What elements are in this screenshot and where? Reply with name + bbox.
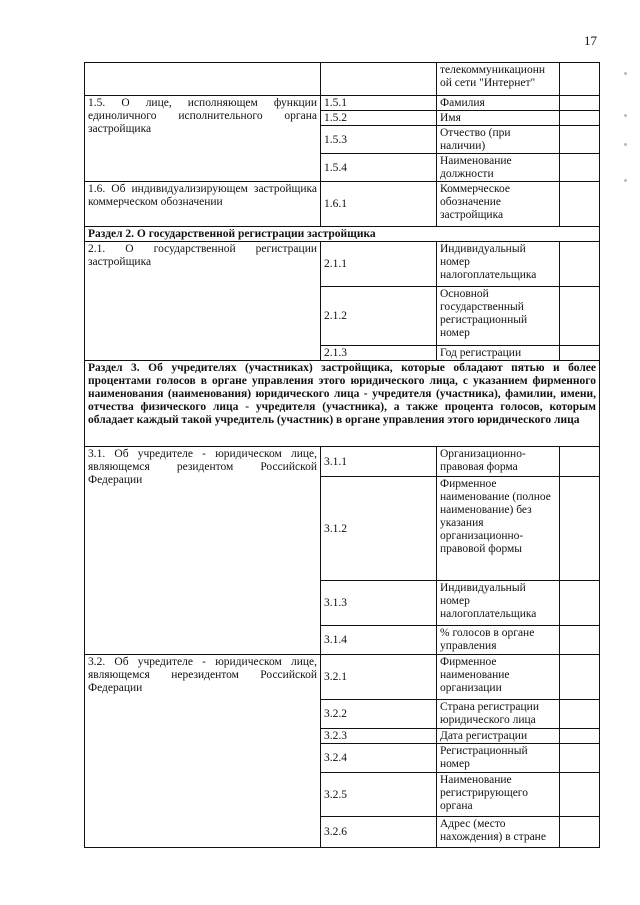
item-topic-cell: 3.1. Об учредителе - юридическом лице, являющемся резидентом Российской Федерации bbox=[85, 447, 321, 655]
item-code-cell: 3.2.4 bbox=[321, 744, 437, 773]
empty-cell bbox=[560, 744, 600, 773]
empty-cell bbox=[560, 182, 600, 227]
item-field-cell: Индивидуальный номер налогоплательщика bbox=[437, 581, 560, 626]
item-code-cell: 3.1.3 bbox=[321, 581, 437, 626]
item-code-cell: 3.2.1 bbox=[321, 655, 437, 700]
table-row bbox=[85, 63, 600, 96]
item-code-cell: 3.1.4 bbox=[321, 626, 437, 655]
empty-cell bbox=[560, 63, 600, 96]
item-field-cell: Адрес (место нахождения) в стране bbox=[437, 817, 560, 848]
item-field-cell: Основной государственный регистрационный номер bbox=[437, 287, 560, 346]
item-code-cell: 1.5.4 bbox=[321, 154, 437, 182]
item-topic-cell: 2.1. О государственной регистрации застройщика bbox=[85, 242, 321, 361]
margin-mark bbox=[624, 143, 627, 146]
margin-mark bbox=[624, 179, 627, 182]
item-field-cell: Год регистрации bbox=[437, 346, 560, 361]
item-field-cell: Имя bbox=[437, 111, 560, 126]
item-field-cell: Регистрационный номер bbox=[437, 744, 560, 773]
item-code-cell: 1.5.1 bbox=[321, 96, 437, 111]
margin-mark bbox=[624, 72, 627, 75]
item-topic-cell: 3.2. Об учредителе - юридическом лице, являющемся нерезидентом Российской Федерации bbox=[85, 655, 321, 848]
margin-mark bbox=[624, 114, 627, 117]
empty-cell bbox=[560, 700, 600, 729]
empty-cell bbox=[560, 773, 600, 817]
table-row bbox=[85, 182, 600, 227]
item-topic-cell: 1.6. Об индивидуализирующем застройщика коммерческом обозначении bbox=[85, 182, 321, 227]
item-code-cell: 1.5.2 bbox=[321, 111, 437, 126]
table-row bbox=[85, 447, 600, 477]
item-field-cell: % голосов в органе управления bbox=[437, 626, 560, 655]
empty-cell bbox=[560, 655, 600, 700]
item-field-cell: Отчество (при наличии) bbox=[437, 126, 560, 154]
item-topic-cell bbox=[85, 63, 321, 96]
item-field-cell: Фирменное наименование организации bbox=[437, 655, 560, 700]
empty-cell bbox=[560, 287, 600, 346]
item-code-cell: 3.1.1 bbox=[321, 447, 437, 477]
empty-cell bbox=[560, 581, 600, 626]
empty-cell bbox=[560, 447, 600, 477]
item-field-cell: Коммерческое обозначение застройщика bbox=[437, 182, 560, 227]
empty-cell bbox=[560, 817, 600, 848]
item-field-cell: Индивидуальный номер налогоплательщика bbox=[437, 242, 560, 287]
item-code-cell: 1.6.1 bbox=[321, 182, 437, 227]
item-field-cell: телекоммуникационн ой сети "Интернет" bbox=[437, 63, 560, 96]
section-row bbox=[85, 227, 600, 242]
item-field-cell: Страна регистрации юридического лица bbox=[437, 700, 560, 729]
section-row bbox=[85, 361, 600, 447]
table-row bbox=[85, 96, 600, 111]
item-field-cell: Фамилия bbox=[437, 96, 560, 111]
empty-cell bbox=[560, 242, 600, 287]
empty-cell bbox=[560, 96, 600, 111]
item-code-cell: 3.2.6 bbox=[321, 817, 437, 848]
empty-cell bbox=[560, 346, 600, 361]
empty-cell bbox=[560, 111, 600, 126]
item-code-cell: 3.2.3 bbox=[321, 729, 437, 744]
item-topic-cell: 1.5. О лице, исполняющем функции единоличного исполнительного органа застройщика bbox=[85, 96, 321, 182]
item-field-cell: Организационно-правовая форма bbox=[437, 447, 560, 477]
table-row bbox=[85, 242, 600, 287]
item-field-cell: Наименование регистрирующего органа bbox=[437, 773, 560, 817]
item-code-cell: 2.1.2 bbox=[321, 287, 437, 346]
item-code-cell: 2.1.1 bbox=[321, 242, 437, 287]
item-code-cell: 2.1.3 bbox=[321, 346, 437, 361]
table-row bbox=[85, 655, 600, 700]
item-field-cell: Дата регистрации bbox=[437, 729, 560, 744]
item-code-cell: 3.2.5 bbox=[321, 773, 437, 817]
item-code-cell bbox=[321, 63, 437, 96]
item-field-cell: Фирменное наименование (полное наименование) без указания организационно-правовой формы bbox=[437, 477, 560, 581]
empty-cell bbox=[560, 729, 600, 744]
empty-cell bbox=[560, 477, 600, 581]
item-code-cell: 3.1.2 bbox=[321, 477, 437, 581]
section-heading: Раздел 2. О государственной регистрации застройщика bbox=[85, 227, 600, 242]
empty-cell bbox=[560, 154, 600, 182]
section-heading: Раздел 3. Об учредителях (участниках) застройщика, которые обладают пятью и более процентами голосов в органе управления этого юридического лица, с указанием фирменного наименования (наименования) юридического лица - учредителя (участника), фамилии, имени, отчества физического лица - учредителя (участника), а также процента голосов, которым обладает каждый такой учредитель (участник) в органе управления этого юридического лица bbox=[85, 361, 600, 447]
registry-table bbox=[84, 62, 600, 848]
empty-cell bbox=[560, 126, 600, 154]
empty-cell bbox=[560, 626, 600, 655]
item-code-cell: 3.2.2 bbox=[321, 700, 437, 729]
item-field-cell: Наименование должности bbox=[437, 154, 560, 182]
item-code-cell: 1.5.3 bbox=[321, 126, 437, 154]
page-number: 17 bbox=[584, 33, 597, 48]
